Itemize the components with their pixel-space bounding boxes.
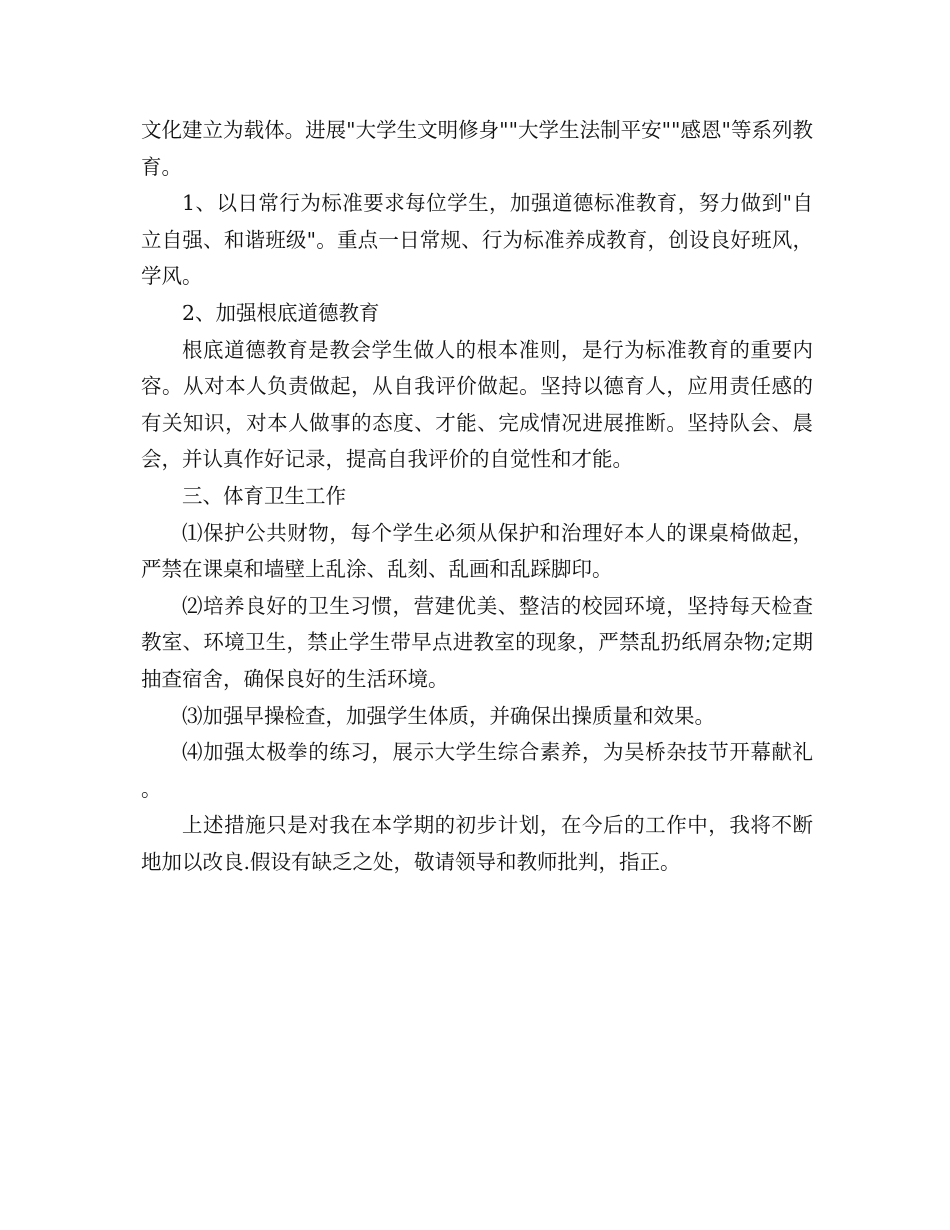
paragraph-item-1: 1、以日常行为标准要求每位学生，加强道德标准教育，努力做到"自立自强、和谐班级"。重点一日常规、行为标准养成教育，创设良好班风，学风。: [141, 191, 813, 289]
paragraph-continuation: 文化建立为载体。进展"大学生文明修身""大学生法制平安""感恩"等系列教育。: [141, 118, 813, 179]
section-heading-3: 三、体育卫生工作: [182, 483, 346, 508]
paragraph-sub-3: ⑶加强早操检查，加强学生体质，并确保出操质量和效果。: [182, 703, 715, 728]
document-body: [141, 112, 813, 880]
paragraph-sub-2: ⑵培养良好的卫生习惯，营建优美、整洁的校园环境，坚持每天检查教室、环境卫生，禁止学生带早点进教室的现象，严禁乱扔纸屑杂物;定期抽查宿舍，确保良好的生活环境。: [141, 593, 813, 691]
paragraph-sub-1: ⑴保护公共财物，每个学生必须从保护和治理好本人的课桌椅做起，严禁在课桌和墙壁上乱涂、乱刻、乱画和乱踩脚印。: [141, 520, 813, 582]
paragraph-conclusion: 上述措施只是对我在本学期的初步计划，在今后的工作中，我将不断地加以改良.假设有缺乏之处，敬请领导和教师批判，指正。: [141, 813, 813, 874]
heading-item-2: 2、加强根底道德教育: [182, 300, 380, 325]
paragraph-basic-moral-education: 根底道德教育是教会学生做人的根本准则，是行为标准教育的重要内容。从对本人负责做起，从自我评价做起。坚持以德育人，应用责任感的有关知识，对本人做事的态度、才能、完成情况进展推断。坚持队会、晨会，并认真作好记录，提高自我评价的自觉性和才能。: [141, 337, 813, 472]
paragraph-sub-4: ⑷加强太极拳的练习，展示大学生综合素养，为吴桥杂技节开幕献礼。: [141, 740, 813, 801]
